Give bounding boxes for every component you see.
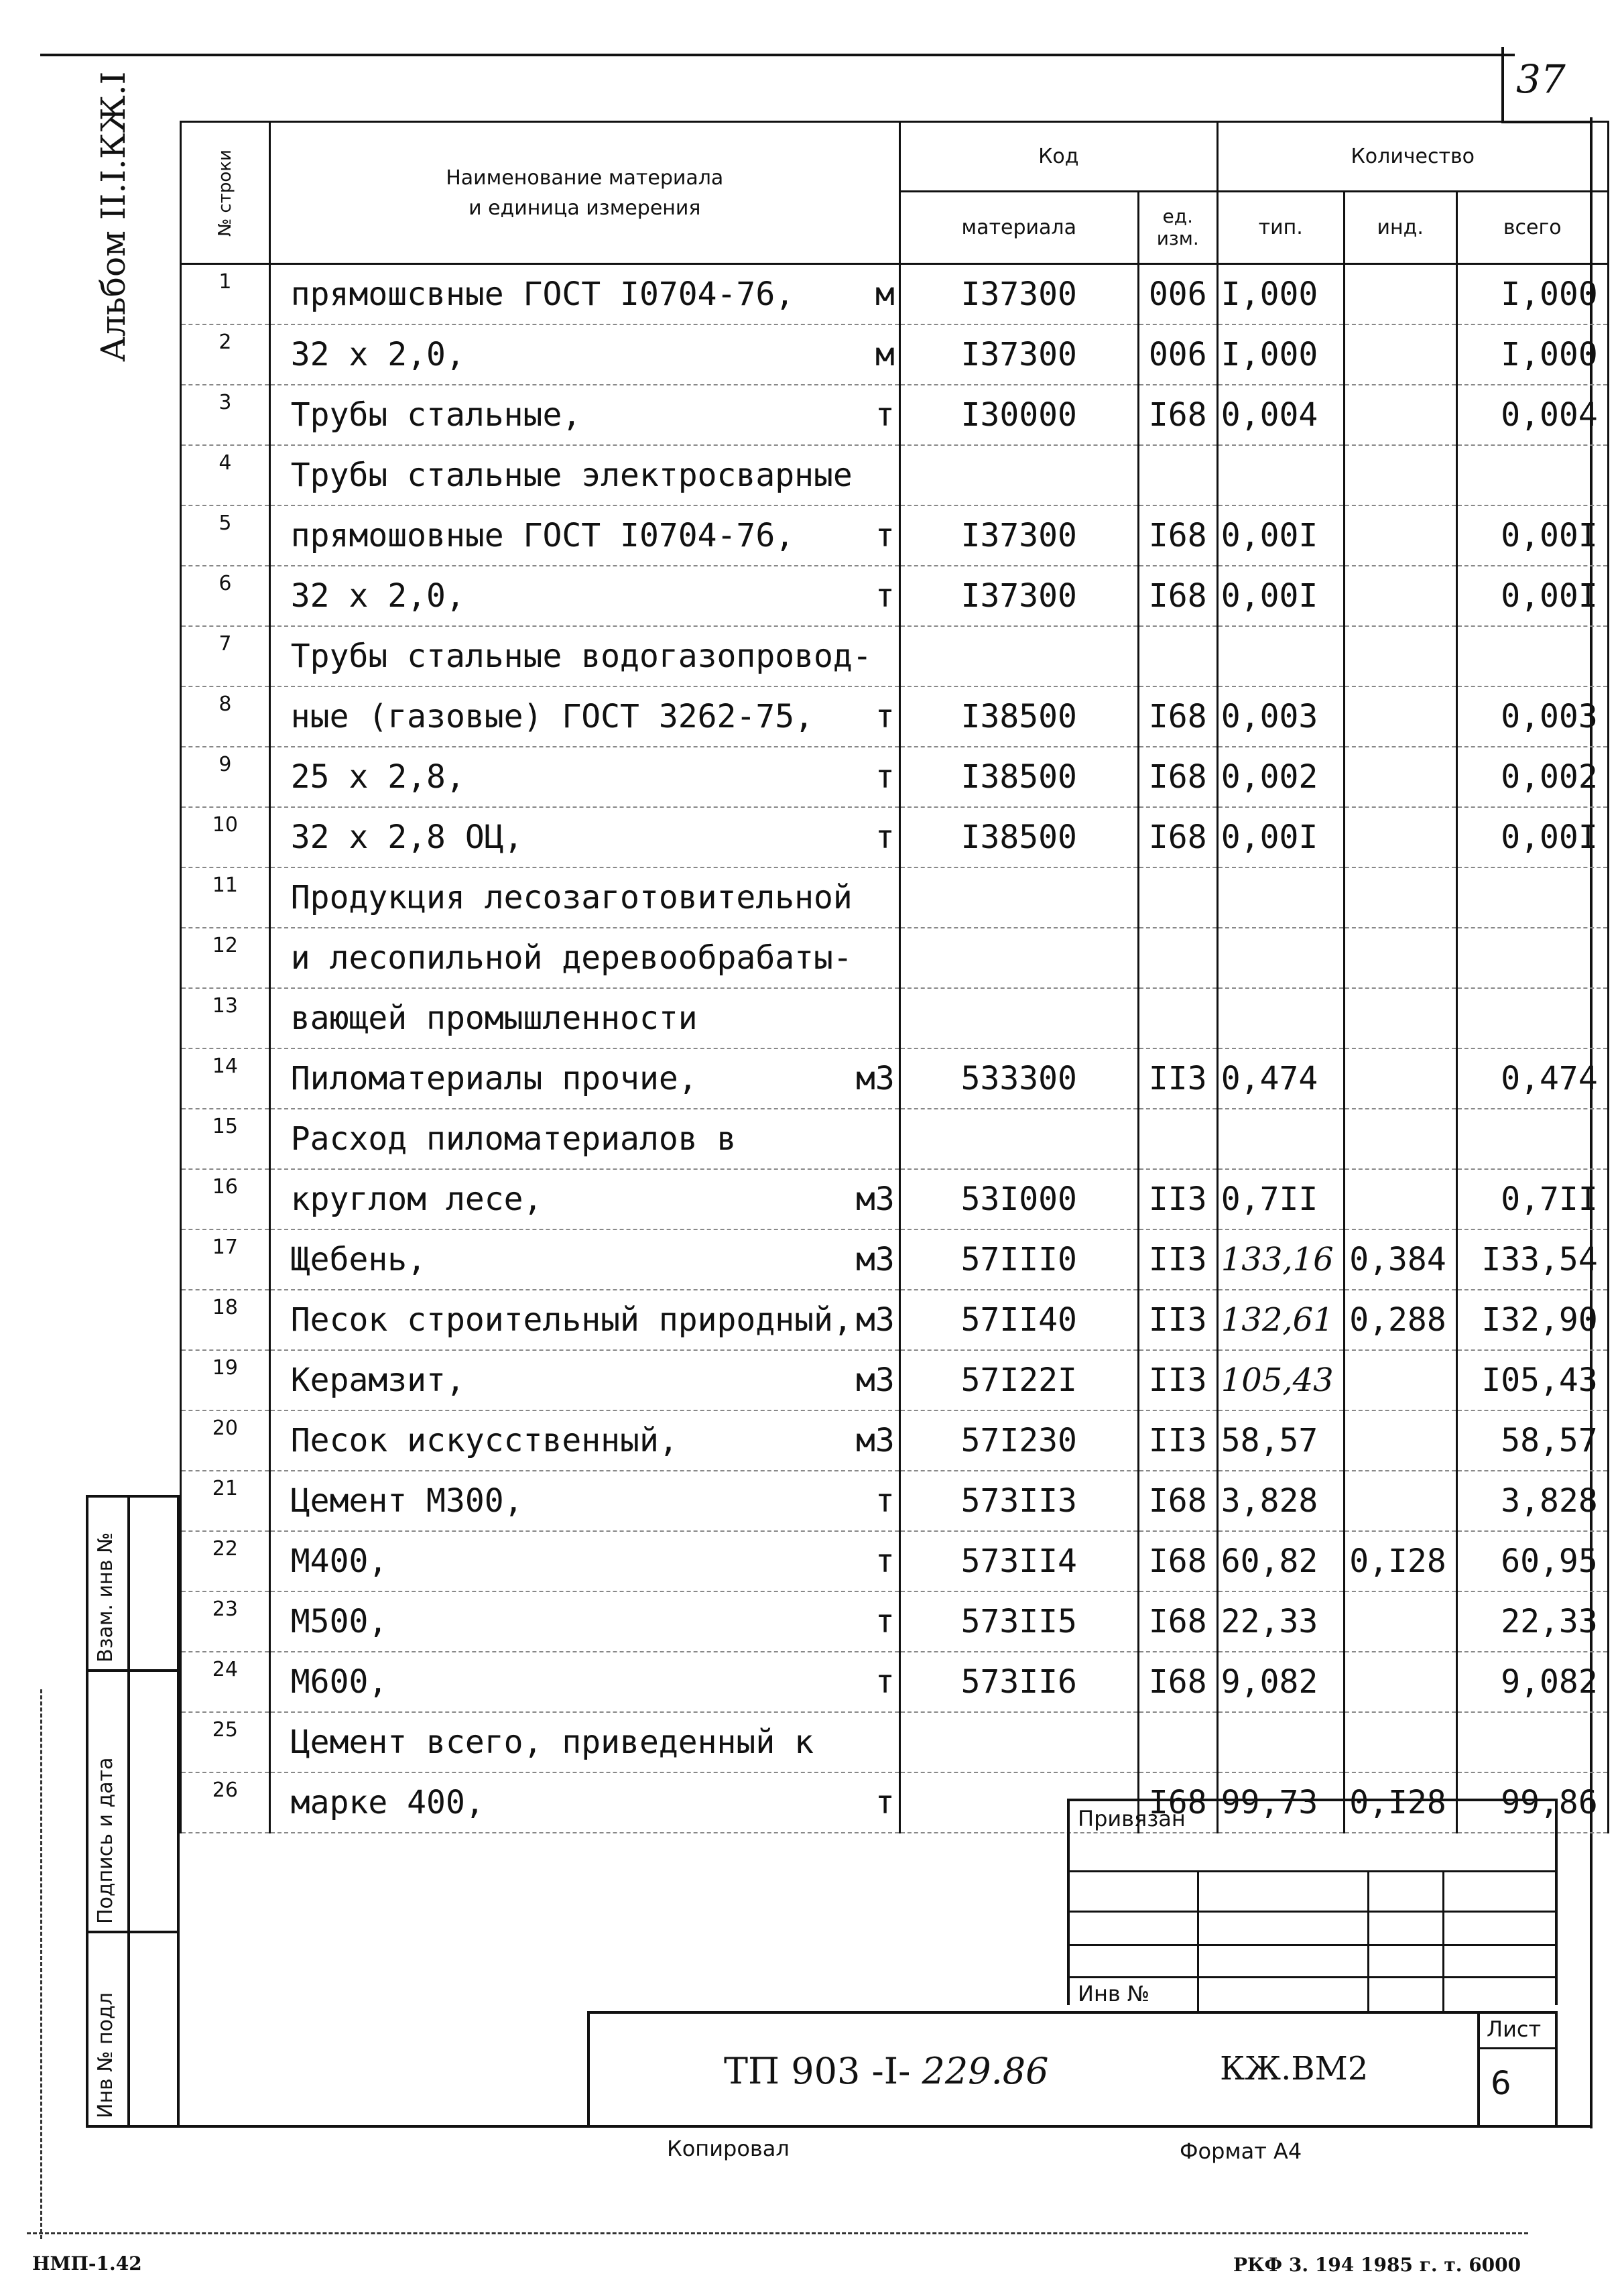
material-name: вающей промышленности	[290, 999, 698, 1037]
qty-typ-cell: 99,73	[1217, 1772, 1344, 1833]
row-number-cell: 11	[181, 867, 270, 928]
qty-typ-cell: 58,57	[1217, 1410, 1344, 1471]
row-number-cell: 23	[181, 1591, 270, 1652]
material-name: М600,	[290, 1663, 388, 1701]
material-name-cell	[269, 1772, 899, 1833]
material-name-cell	[269, 1048, 899, 1109]
qty-ind-cell	[1344, 747, 1456, 807]
unit-label: т	[875, 758, 895, 796]
qty-total-cell: I,000	[1456, 324, 1608, 385]
qty-typ-cell: 60,82	[1217, 1531, 1344, 1591]
material-code-cell	[899, 988, 1138, 1048]
unit-label: т	[875, 396, 895, 434]
qty-typ-cell: 0,00I	[1217, 505, 1344, 566]
unit-code-cell: II3	[1138, 1410, 1217, 1471]
qty-ind-cell	[1344, 1652, 1456, 1712]
material-name: и лесопильной деревообрабаты-	[290, 939, 853, 977]
side-label-inv-podl: Инв № подл	[94, 1992, 117, 2118]
table-row	[181, 1591, 1609, 1652]
table-row	[181, 1712, 1609, 1772]
material-code-cell: 573II4	[899, 1531, 1138, 1591]
material-name: Песок искусственный,	[290, 1421, 678, 1459]
table-row	[181, 1229, 1609, 1290]
qty-typ-cell	[1217, 867, 1344, 928]
qty-ind-cell	[1344, 867, 1456, 928]
material-code-cell	[899, 867, 1138, 928]
header-qty-total: всего	[1456, 192, 1608, 264]
table-row	[181, 867, 1609, 928]
unit-label: т	[875, 1783, 895, 1821]
stamp-hline-3	[1067, 1944, 1558, 1946]
material-name-cell	[269, 747, 899, 807]
qty-ind-cell	[1344, 1471, 1456, 1531]
material-code-cell	[899, 1712, 1138, 1772]
material-code-cell: I37300	[899, 264, 1138, 324]
material-name: Трубы стальные,	[290, 396, 582, 434]
qty-typ-cell	[1217, 928, 1344, 988]
left-edge-dashed-line	[40, 1689, 42, 2239]
document-mark: КЖ.ВМ2	[1220, 2050, 1369, 2088]
material-name-cell	[269, 1290, 899, 1350]
sheet-label: Лист	[1487, 2016, 1542, 2042]
material-name-cell	[269, 264, 899, 324]
qty-ind-cell	[1344, 324, 1456, 385]
unit-code-cell	[1138, 867, 1217, 928]
table-row	[181, 1471, 1609, 1531]
qty-ind-cell	[1344, 505, 1456, 566]
material-name-cell	[269, 867, 899, 928]
material-name-cell	[269, 385, 899, 445]
unit-label: т	[875, 697, 895, 735]
material-name: Трубы стальные водогазопровод-	[290, 637, 872, 675]
qty-typ-cell: 0,00I	[1217, 566, 1344, 626]
material-name-cell	[269, 686, 899, 747]
table-row	[181, 1350, 1609, 1410]
unit-code-cell: II3	[1138, 1169, 1217, 1229]
material-name: 32 х 2,0,	[290, 577, 465, 615]
qty-total-cell: I32,90	[1456, 1290, 1608, 1350]
stamp-inv-label: Инв №	[1078, 1981, 1150, 2006]
qty-typ-cell: 0,002	[1217, 747, 1344, 807]
material-name-cell	[269, 1712, 899, 1772]
material-name-cell	[269, 988, 899, 1048]
qty-ind-cell	[1344, 686, 1456, 747]
row-number-cell: 22	[181, 1531, 270, 1591]
unit-code-cell: I68	[1138, 686, 1217, 747]
qty-ind-cell	[1344, 445, 1456, 505]
table-row	[181, 324, 1609, 385]
row-number-cell: 14	[181, 1048, 270, 1109]
table-row	[181, 747, 1609, 807]
row-number-cell: 7	[181, 626, 270, 686]
unit-code-cell: I68	[1138, 505, 1217, 566]
material-name-cell	[269, 566, 899, 626]
qty-ind-cell	[1344, 264, 1456, 324]
footer-format: Формат А4	[1180, 2138, 1302, 2164]
unit-label: т	[875, 818, 895, 856]
row-number-cell: 21	[181, 1471, 270, 1531]
qty-total-cell: I33,54	[1456, 1229, 1608, 1290]
material-code-cell: 57II40	[899, 1290, 1138, 1350]
unit-code-cell	[1138, 1712, 1217, 1772]
material-name: Цемент М300,	[290, 1482, 523, 1520]
side-strip-divider	[127, 1495, 130, 2128]
material-code-cell: I37300	[899, 324, 1138, 385]
qty-ind-cell	[1344, 988, 1456, 1048]
qty-ind-cell	[1344, 1350, 1456, 1410]
qty-typ-cell: 9,082	[1217, 1652, 1344, 1712]
material-name-cell	[269, 928, 899, 988]
material-code-cell	[899, 928, 1138, 988]
imprint-nmp: НМП-1.42	[32, 2252, 142, 2275]
unit-label: м	[875, 335, 895, 373]
qty-ind-cell	[1344, 1591, 1456, 1652]
material-code-cell: I38500	[899, 747, 1138, 807]
material-name-cell	[269, 1410, 899, 1471]
unit-label: т	[875, 1663, 895, 1701]
qty-total-cell: I05,43	[1456, 1350, 1608, 1410]
material-code-cell: 57I230	[899, 1410, 1138, 1471]
row-number-cell: 5	[181, 505, 270, 566]
unit-code-cell: I68	[1138, 566, 1217, 626]
material-code-cell: 53I000	[899, 1169, 1138, 1229]
material-name-cell	[269, 1471, 899, 1531]
document-code-prefix: ТП 903 -I-	[724, 2050, 911, 2092]
material-code-cell: 573II5	[899, 1591, 1138, 1652]
imprint-rkf: РКФ 3. 194 1985 г. т. 6000	[1233, 2254, 1521, 2276]
qty-ind-cell	[1344, 807, 1456, 867]
qty-ind-cell	[1344, 1712, 1456, 1772]
material-name-cell	[269, 324, 899, 385]
material-code-cell	[899, 626, 1138, 686]
qty-typ-cell: I,000	[1217, 324, 1344, 385]
table-row	[181, 686, 1609, 747]
material-code-cell: 573II6	[899, 1652, 1138, 1712]
row-number-cell: 9	[181, 747, 270, 807]
qty-total-cell: 9,082	[1456, 1652, 1608, 1712]
unit-label: м3	[855, 1059, 895, 1097]
unit-code-cell: I68	[1138, 1772, 1217, 1833]
material-name: М500,	[290, 1602, 388, 1640]
material-code-cell: 57I22I	[899, 1350, 1138, 1410]
header-row-number: № строки	[181, 122, 270, 264]
unit-code-cell: I68	[1138, 1531, 1217, 1591]
qty-total-cell: 0,00I	[1456, 807, 1608, 867]
unit-code-cell: II3	[1138, 1048, 1217, 1109]
table-row	[181, 445, 1609, 505]
qty-typ-cell: I,000	[1217, 264, 1344, 324]
material-name: прямошовные ГОСТ I0704-76,	[290, 516, 795, 554]
qty-typ-cell	[1217, 445, 1344, 505]
material-name: Пиломатериалы прочие,	[290, 1059, 698, 1097]
album-label: Альбом II.I.КЖ.I	[94, 71, 133, 362]
row-number-cell: 8	[181, 686, 270, 747]
qty-ind-cell	[1344, 1410, 1456, 1471]
table-row	[181, 1048, 1609, 1109]
table-row	[181, 1652, 1609, 1712]
unit-code-cell: I68	[1138, 1652, 1217, 1712]
material-name-cell	[269, 1169, 899, 1229]
qty-typ-cell	[1217, 988, 1344, 1048]
qty-typ-cell: 0,004	[1217, 385, 1344, 445]
unit-label: м3	[855, 1301, 895, 1339]
qty-ind-cell	[1344, 928, 1456, 988]
table-row	[181, 1410, 1609, 1471]
qty-ind-cell: 0,384	[1344, 1229, 1456, 1290]
unit-code-cell: I68	[1138, 1471, 1217, 1531]
row-number-cell: 24	[181, 1652, 270, 1712]
row-number-cell: 6	[181, 566, 270, 626]
material-code-cell: 533300	[899, 1048, 1138, 1109]
stamp-vline-2	[1367, 1870, 1369, 2011]
sheet-number: 6	[1491, 2065, 1511, 2102]
header-code-unit: ед. изм.	[1138, 192, 1217, 264]
material-name: ные (газовые) ГОСТ 3262-75,	[290, 697, 814, 735]
row-number-cell: 18	[181, 1290, 270, 1350]
row-number-cell: 25	[181, 1712, 270, 1772]
qty-total-cell: 0,002	[1456, 747, 1608, 807]
material-code-cell: I38500	[899, 807, 1138, 867]
qty-typ-cell: 105,43	[1217, 1350, 1344, 1410]
qty-ind-cell	[1344, 626, 1456, 686]
table-row	[181, 807, 1609, 867]
qty-total-cell	[1456, 626, 1608, 686]
table-row	[181, 1531, 1609, 1591]
qty-total-cell: 0,474	[1456, 1048, 1608, 1109]
table-row	[181, 505, 1609, 566]
table-row	[181, 988, 1609, 1048]
side-cell-divider-1	[86, 1669, 180, 1672]
qty-typ-cell: 0,003	[1217, 686, 1344, 747]
material-name: Трубы стальные электросварные	[290, 456, 853, 494]
qty-typ-cell: 22,33	[1217, 1591, 1344, 1652]
table-row	[181, 264, 1609, 324]
material-code-cell: I37300	[899, 505, 1138, 566]
material-name-cell	[269, 1591, 899, 1652]
table-row	[181, 385, 1609, 445]
qty-ind-cell	[1344, 385, 1456, 445]
bottom-dashed-line	[27, 2232, 1528, 2234]
header-qty-typ: тип.	[1217, 192, 1344, 264]
row-number-cell: 13	[181, 988, 270, 1048]
top-border-line	[40, 54, 1515, 56]
table-row	[181, 626, 1609, 686]
qty-typ-cell	[1217, 1712, 1344, 1772]
material-name: Керамзит,	[290, 1361, 465, 1399]
header-qty-ind: инд.	[1344, 192, 1456, 264]
stamp-vline-1	[1197, 1870, 1199, 2011]
material-name: Щебень,	[290, 1240, 427, 1278]
material-name-cell	[269, 1229, 899, 1290]
qty-ind-cell: 0,288	[1344, 1290, 1456, 1350]
material-name: круглом лесе,	[290, 1180, 543, 1218]
row-number-cell: 26	[181, 1772, 270, 1833]
qty-total-cell	[1456, 988, 1608, 1048]
qty-total-cell: 0,7II	[1456, 1169, 1608, 1229]
qty-total-cell: I,000	[1456, 264, 1608, 324]
stamp-hline-2	[1067, 1911, 1558, 1913]
row-number-cell: 19	[181, 1350, 270, 1410]
unit-label: т	[875, 1482, 895, 1520]
unit-code-cell: I68	[1138, 1591, 1217, 1652]
material-name: Расход пиломатериалов в	[290, 1120, 737, 1158]
page-number: 37	[1516, 56, 1566, 102]
header-code-group: Код	[899, 122, 1217, 192]
stamp-hline-4	[1067, 1976, 1558, 1978]
material-code-cell: I30000	[899, 385, 1138, 445]
material-code-cell: 573II3	[899, 1471, 1138, 1531]
table-row	[181, 1109, 1609, 1169]
material-name: Цемент всего, приведенный к	[290, 1723, 814, 1761]
material-code-cell	[899, 1109, 1138, 1169]
unit-code-cell	[1138, 988, 1217, 1048]
unit-code-cell: II3	[1138, 1350, 1217, 1410]
material-name: М400,	[290, 1542, 388, 1580]
qty-ind-cell	[1344, 1109, 1456, 1169]
qty-typ-cell	[1217, 626, 1344, 686]
unit-code-cell	[1138, 626, 1217, 686]
table-row	[181, 1169, 1609, 1229]
qty-total-cell: 0,004	[1456, 385, 1608, 445]
document-code	[724, 2050, 1048, 2092]
qty-total-cell	[1456, 928, 1608, 988]
row-number-cell: 2	[181, 324, 270, 385]
materials-table	[180, 121, 1609, 1833]
qty-total-cell	[1456, 867, 1608, 928]
material-name-cell	[269, 1652, 899, 1712]
material-code-cell: I38500	[899, 686, 1138, 747]
side-label-vzam-inv: Взам. инв №	[94, 1532, 117, 1663]
unit-label: т	[875, 1542, 895, 1580]
qty-typ-cell	[1217, 1109, 1344, 1169]
unit-code-cell: I68	[1138, 385, 1217, 445]
material-name-cell	[269, 445, 899, 505]
unit-code-cell: 006	[1138, 324, 1217, 385]
row-number-cell: 10	[181, 807, 270, 867]
table-row	[181, 566, 1609, 626]
table-row	[181, 928, 1609, 988]
unit-code-cell: I68	[1138, 807, 1217, 867]
unit-label: м3	[855, 1180, 895, 1218]
sheet-box-divider	[1477, 2047, 1558, 2049]
unit-label: т	[875, 516, 895, 554]
qty-ind-cell: 0,I28	[1344, 1531, 1456, 1591]
unit-code-cell	[1138, 1109, 1217, 1169]
unit-label: м	[875, 275, 895, 313]
unit-label: т	[875, 577, 895, 615]
qty-total-cell: 60,95	[1456, 1531, 1608, 1591]
unit-label: т	[875, 1602, 895, 1640]
qty-typ-cell: 133,16	[1217, 1229, 1344, 1290]
table-row	[181, 1290, 1609, 1350]
qty-ind-cell	[1344, 1169, 1456, 1229]
material-code-cell: 57III0	[899, 1229, 1138, 1290]
stamp-hline-1	[1067, 1870, 1558, 1872]
qty-total-cell: 0,00I	[1456, 566, 1608, 626]
material-code-cell	[899, 445, 1138, 505]
header-qty-group: Количество	[1217, 122, 1608, 192]
unit-code-cell: 006	[1138, 264, 1217, 324]
qty-total-cell	[1456, 445, 1608, 505]
qty-total-cell: 3,828	[1456, 1471, 1608, 1531]
unit-label: м3	[855, 1361, 895, 1399]
unit-code-cell: II3	[1138, 1229, 1217, 1290]
material-name: Продукция лесозаготовительной	[290, 878, 853, 916]
row-number-cell: 16	[181, 1169, 270, 1229]
footer-copied: Копировал	[667, 2136, 790, 2161]
row-number-cell: 15	[181, 1109, 270, 1169]
qty-total-cell: 99,86	[1456, 1772, 1608, 1833]
material-name: Песок строительный природный,	[290, 1301, 853, 1339]
material-name: марке 400,	[290, 1783, 485, 1821]
qty-ind-cell: 0,I28	[1344, 1772, 1456, 1833]
qty-typ-cell: 0,7II	[1217, 1169, 1344, 1229]
row-number-cell: 17	[181, 1229, 270, 1290]
material-name: 25 х 2,8,	[290, 758, 465, 796]
unit-code-cell	[1138, 445, 1217, 505]
qty-typ-cell: 0,474	[1217, 1048, 1344, 1109]
material-name-cell	[269, 1531, 899, 1591]
material-code-cell: I37300	[899, 566, 1138, 626]
material-name-cell	[269, 626, 899, 686]
unit-code-cell: I68	[1138, 747, 1217, 807]
row-number-cell: 12	[181, 928, 270, 988]
row-number-cell: 4	[181, 445, 270, 505]
stamp-privyazan-label: Привязан	[1078, 1806, 1186, 1831]
material-name-cell	[269, 807, 899, 867]
stamp-vline-3	[1442, 1870, 1444, 2011]
unit-label: м3	[855, 1421, 895, 1459]
unit-code-cell	[1138, 928, 1217, 988]
row-number-cell: 3	[181, 385, 270, 445]
header-code-material: материала	[899, 192, 1138, 264]
qty-total-cell: 58,57	[1456, 1410, 1608, 1471]
qty-total-cell	[1456, 1109, 1608, 1169]
qty-ind-cell	[1344, 566, 1456, 626]
header-name: Наименование материала и единица измерения	[269, 122, 899, 264]
row-number-cell: 20	[181, 1410, 270, 1471]
material-name-cell	[269, 505, 899, 566]
qty-typ-cell: 3,828	[1217, 1471, 1344, 1531]
qty-total-cell: 0,00I	[1456, 505, 1608, 566]
document-code-handwritten: 229.86	[922, 2050, 1049, 2092]
material-name-cell	[269, 1350, 899, 1410]
qty-typ-cell: 132,61	[1217, 1290, 1344, 1350]
qty-total-cell	[1456, 1712, 1608, 1772]
row-number-cell: 1	[181, 264, 270, 324]
qty-typ-cell: 0,00I	[1217, 807, 1344, 867]
material-name-cell	[269, 1109, 899, 1169]
material-name: 32 х 2,8 ОЦ,	[290, 818, 523, 856]
material-name: 32 х 2,0,	[290, 335, 465, 373]
material-name: прямошсвные ГОСТ I0704-76,	[290, 275, 795, 313]
qty-total-cell: 22,33	[1456, 1591, 1608, 1652]
side-cell-divider-2	[86, 1931, 180, 1933]
qty-ind-cell	[1344, 1048, 1456, 1109]
side-label-podpis-data: Подпись и дата	[94, 1757, 117, 1924]
unit-code-cell: II3	[1138, 1290, 1217, 1350]
qty-total-cell: 0,003	[1456, 686, 1608, 747]
unit-label: м3	[855, 1240, 895, 1278]
